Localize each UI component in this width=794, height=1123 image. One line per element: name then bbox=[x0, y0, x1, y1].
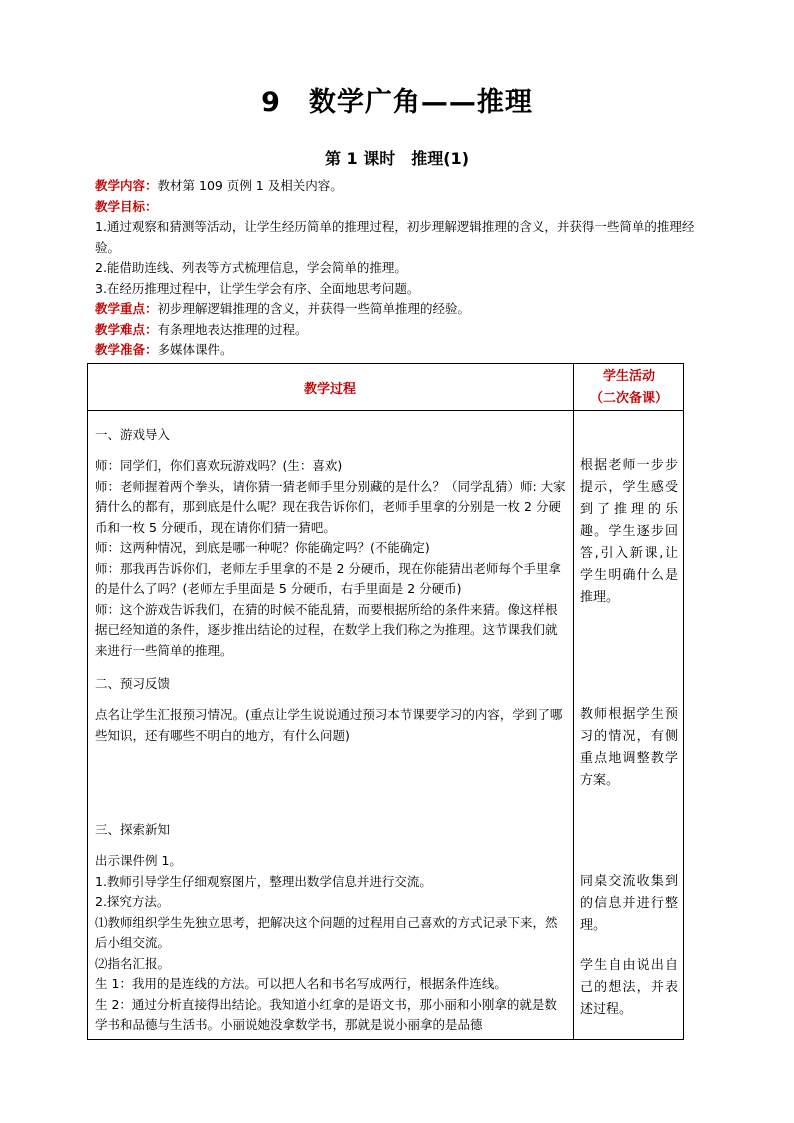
section1-title: 一、游戏导入 bbox=[95, 427, 171, 442]
teaching-difficulty-text: 有条理地表达推理的过程。 bbox=[157, 321, 308, 337]
teaching-key-label: 教学重点： bbox=[95, 301, 158, 316]
table-border-top bbox=[87, 363, 684, 364]
teaching-prep bbox=[95, 340, 715, 361]
table-header-activity bbox=[574, 366, 684, 410]
teaching-difficulty bbox=[95, 320, 715, 341]
step-line: 出示课件例 1。 bbox=[95, 853, 182, 868]
section2-text: 点名让学生汇报预习情况。(重点让学生说说通过预习本节课要学习的内容，学到了哪些知识，还有哪些不明白的地方，有什么问题) bbox=[95, 707, 563, 743]
section3-title: 三、探索新知 bbox=[95, 822, 171, 837]
section-title bbox=[95, 425, 567, 446]
teaching-prep-text: 多媒体课件。 bbox=[157, 342, 233, 357]
section1-activity-text: 根据老师一步步提示，学生感受到了推理的乐趣。学生逐步回答,引入新课,让学生明确什么是推理。 bbox=[580, 458, 678, 605]
dialogue-line: 师：那我再告诉你们，老师左手里拿的不是 2 分硬币，现在你能猜出老师每个手里拿的是什么了吗？(老师左手里面是 5 分硬币，右手里面是 2 分硬币) bbox=[95, 560, 561, 596]
goal-item: 3.在经历推理过程中，让学生学会有序、全面地思考问题。 bbox=[95, 280, 420, 296]
teaching-content bbox=[95, 176, 715, 197]
section3-activity1-text: 同桌交流收集到的信息并进行整理。 bbox=[580, 874, 678, 933]
page-title: 9 数学广角——推理 bbox=[261, 87, 533, 118]
table-border-bottom bbox=[87, 1039, 684, 1040]
dialogue-line: 师：这两种情况，到底是哪一种呢？你能确定吗？(不能确定) bbox=[95, 540, 430, 555]
table-divider bbox=[573, 363, 574, 1040]
table-header-activity-line1: 学生活动 bbox=[602, 369, 655, 384]
teaching-content-label: 教学内容： bbox=[95, 178, 158, 193]
teaching-key bbox=[95, 299, 715, 320]
step-line: 生 2：通过分析直接得出结论。我知道小红拿的是语文书，那小丽和小刚拿的就是数学书和品德与生活书。小丽说她没拿数学书，那就是说小丽拿的是品德 bbox=[95, 996, 557, 1032]
section3-body bbox=[95, 851, 567, 1036]
step-line: 生 1：我用的是连线的方法。可以把人名和书名写成两行，根据条件连线。 bbox=[95, 976, 507, 991]
step-line: ⑵指名汇报。 bbox=[95, 955, 171, 971]
step-line: 1.教师引导学生仔细观察图片，整理出数学信息并进行交流。 bbox=[95, 873, 432, 889]
section-title bbox=[95, 820, 567, 841]
dialogue-line: 师：老师握着两个拳头，请你猜一猜老师手里分别藏的是什么？（同学乱猜）师: 大家猜什么的都有，那到底是什么呢？现在我告诉你们，老师手里拿的分别是一枚 2 分硬币和一枚 5 分硬币，现在请你们猜一猜吧。 bbox=[95, 478, 566, 535]
table-border-left bbox=[87, 363, 88, 1040]
table-border-right bbox=[683, 363, 684, 1040]
table-header-process: 教学过程 bbox=[303, 382, 356, 397]
section1-body bbox=[95, 456, 567, 661]
teaching-prep-label: 教学准备： bbox=[95, 342, 158, 357]
section3-activity2-text: 学生自由说出自己的想法，并表述过程。 bbox=[580, 958, 678, 1017]
section3-activity-1 bbox=[580, 871, 678, 937]
lesson-subtitle: 第 1 课时 推理(1) bbox=[324, 149, 470, 168]
teaching-goals-heading bbox=[95, 197, 715, 218]
step-line: ⑴教师组织学生先独立思考，把解决这个问题的过程用自己喜欢的方式记录下来，然后小组交流。 bbox=[95, 914, 558, 950]
dialogue-line: 师：这个游戏告诉我们，在猜的时候不能乱猜，而要根据所给的条件来猜。像这样根据已经知道的条件，逐步推出结论的过程，在数学上我们称之为推理。这节课我们就来进行一些简单的推理。 bbox=[95, 601, 558, 658]
section-title bbox=[95, 674, 567, 695]
teaching-goals-label: 教学目标： bbox=[95, 198, 158, 214]
teaching-difficulty-label: 教学难点： bbox=[95, 321, 158, 337]
goal-item: 1.通过观察和猜测等活动，让学生经历简单的推理过程，初步理解逻辑推理的含义，并获得一些简单的推理经验。 bbox=[95, 219, 695, 255]
goal-item: 2.能借助连线、列表等方式梳理信息，学会简单的推理。 bbox=[95, 260, 407, 275]
teaching-key-text: 初步理解逻辑推理的含义，并获得一些简单推理的经验。 bbox=[157, 301, 471, 316]
section2-body bbox=[95, 705, 567, 746]
dialogue-line: 师：同学们，你们喜欢玩游戏吗？(生：喜欢) bbox=[95, 458, 343, 473]
section2-title: 二、预习反馈 bbox=[95, 676, 171, 691]
section2-activity bbox=[580, 704, 678, 792]
table-header-divider bbox=[87, 410, 684, 411]
table-header-activity-line2: （二次备课） bbox=[589, 391, 668, 406]
section3-activity-2 bbox=[580, 955, 678, 1021]
lesson-meta bbox=[95, 176, 715, 361]
section2-activity-text: 教师根据学生预习的情况，有侧重点地调整教学方案。 bbox=[580, 707, 678, 788]
section1-activity bbox=[580, 455, 678, 609]
teaching-content-text: 教材第 109 页例 1 及相关内容。 bbox=[157, 178, 343, 193]
step-line: 2.探究方法。 bbox=[95, 894, 170, 909]
